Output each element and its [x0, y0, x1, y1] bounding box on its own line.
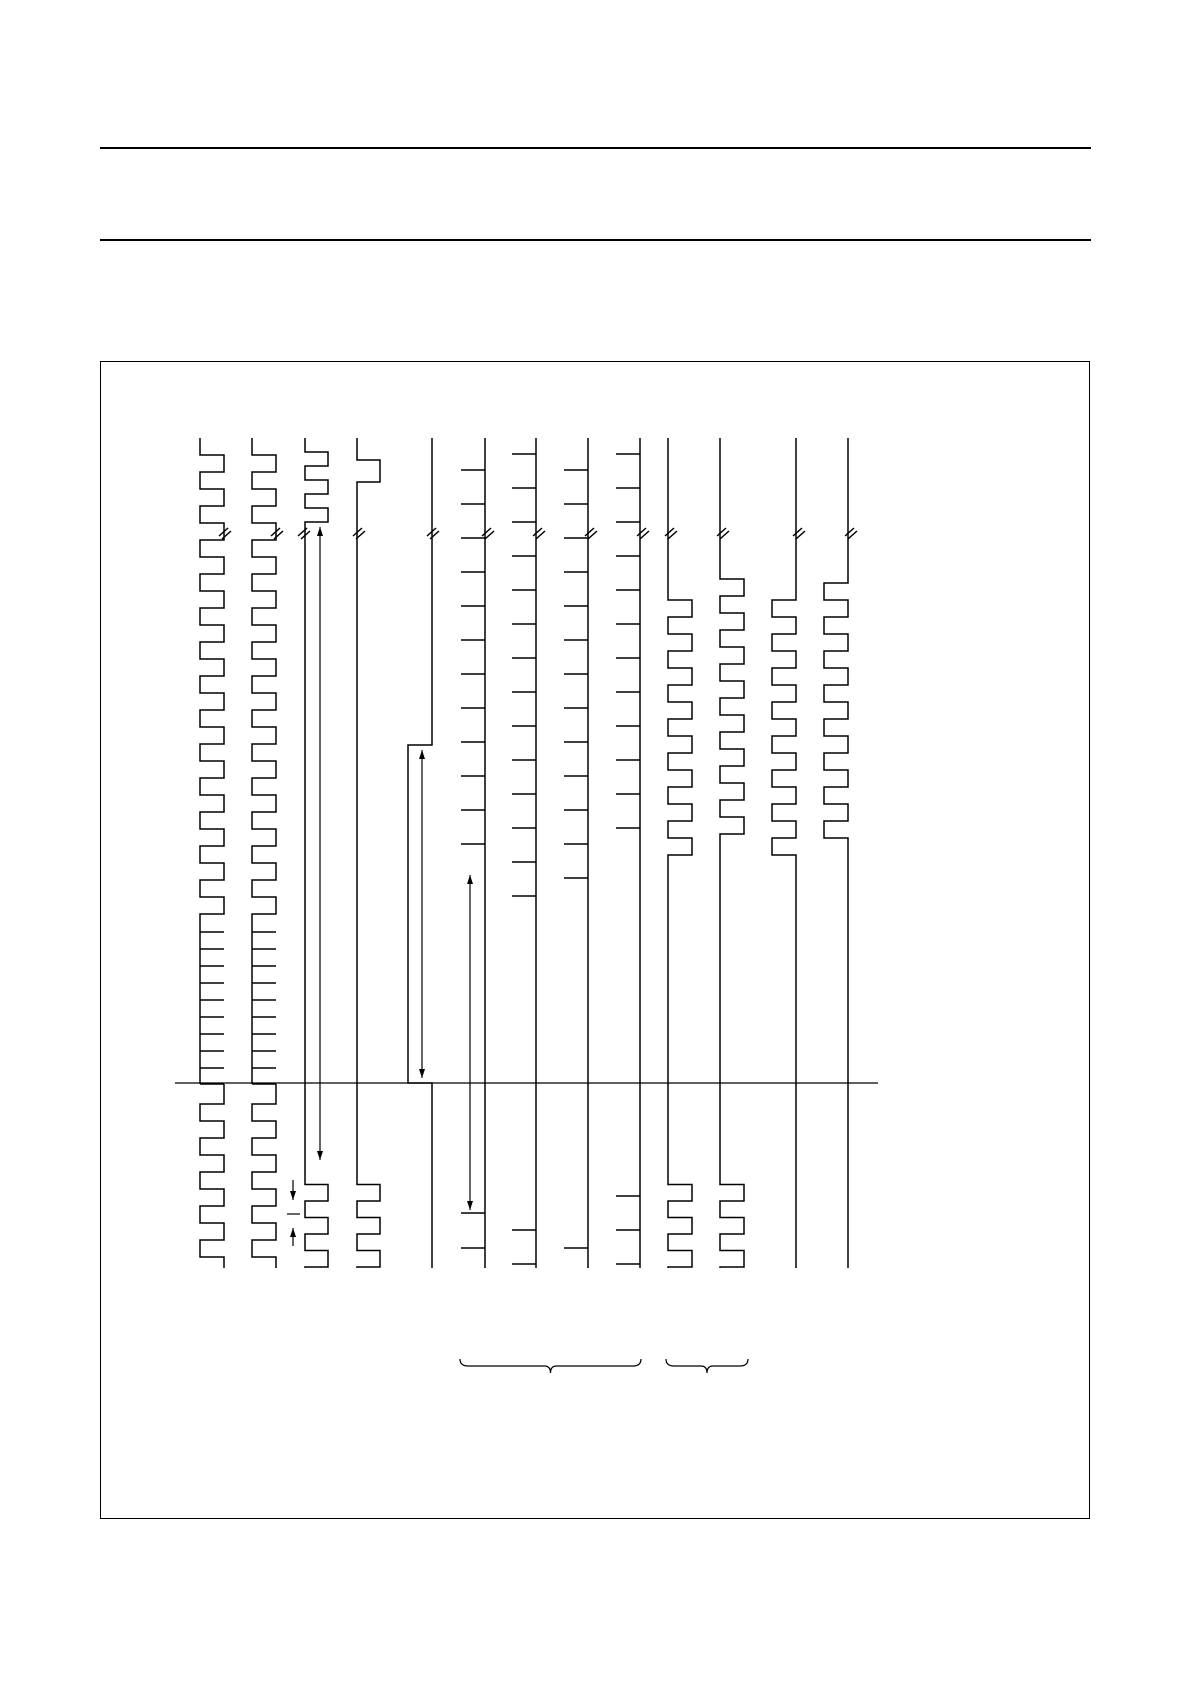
- clock-waveform-lower: [200, 1087, 224, 1268]
- signal-burst-3: [298, 438, 328, 1268]
- signal-window-11: [717, 438, 744, 1268]
- signal-clock-2: [252, 438, 283, 1268]
- window-waveform: [668, 583, 692, 880]
- signal-waveforms: [200, 438, 857, 1268]
- window-waveform-lower: [720, 1168, 744, 1268]
- clock-step: [200, 1002, 224, 1084]
- signal-bus-6: [461, 438, 494, 1268]
- clock-step: [252, 1002, 276, 1084]
- signal-level-5: [408, 438, 439, 1268]
- burst-lower: [357, 1168, 380, 1268]
- signal-window-13: [824, 438, 857, 1268]
- signal-window-10: [665, 438, 692, 1268]
- arrow-head: [419, 1069, 425, 1078]
- window-waveform-lower: [668, 1168, 692, 1268]
- burst-upper: [357, 438, 380, 525]
- window-waveform: [772, 583, 796, 878]
- signal-window-12: [772, 438, 805, 1268]
- signal-burst-4: [353, 438, 380, 1268]
- clock-waveform-upper: [200, 438, 224, 922]
- arrow-head: [290, 1191, 296, 1200]
- clock-waveform-upper: [252, 438, 276, 922]
- arrow-head: [419, 750, 425, 759]
- window-waveform: [720, 562, 744, 860]
- window-waveform: [824, 566, 848, 858]
- burst-lower: [305, 1168, 328, 1268]
- arrow-head: [317, 527, 323, 536]
- group-brace: [460, 1359, 641, 1373]
- arrow-head: [467, 1201, 473, 1210]
- signal-bus-8: [564, 438, 597, 1268]
- arrow-head: [290, 1228, 296, 1237]
- level-waveform: [408, 438, 432, 1268]
- group-brace: [666, 1359, 748, 1373]
- annotations: [175, 527, 878, 1373]
- signal-bus-9: [616, 438, 649, 1268]
- arrow-head: [317, 1151, 323, 1160]
- arrow-head: [467, 875, 473, 884]
- clock-waveform-lower: [252, 1087, 276, 1268]
- burst-upper: [305, 438, 328, 525]
- signal-clock-1: [200, 438, 231, 1268]
- signal-bus-7: [512, 438, 545, 1268]
